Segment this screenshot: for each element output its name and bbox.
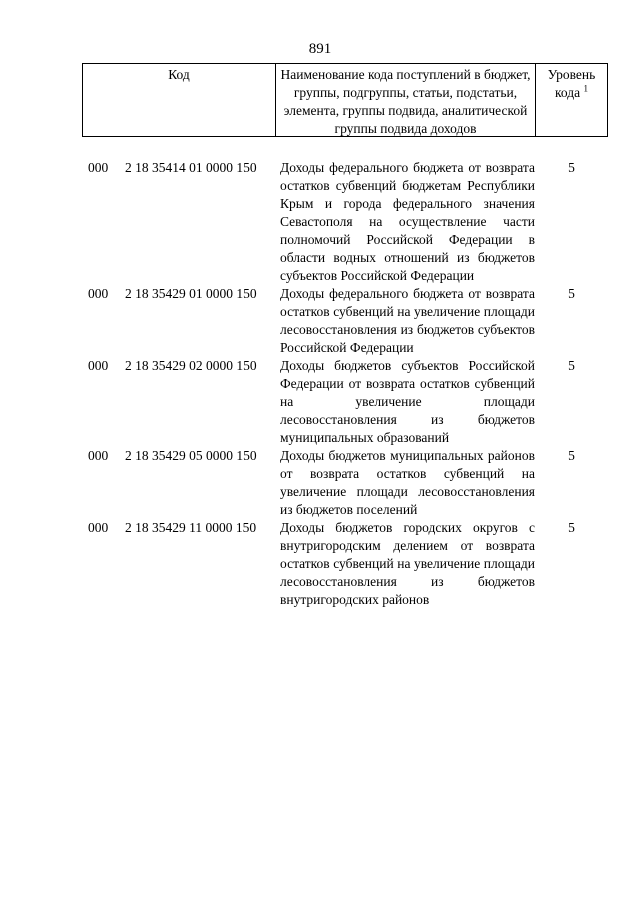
table-row [82, 447, 608, 519]
row-code: 2 18 35414 01 0000 150 [125, 160, 257, 175]
row-code: 2 18 35429 01 0000 150 [125, 286, 257, 301]
page-number: 891 [308, 41, 332, 57]
header-code: Код [83, 64, 276, 136]
table-row [82, 519, 608, 609]
row-level: 5 [568, 520, 575, 535]
row-level: 5 [568, 358, 575, 373]
row-admin-code: 000 [88, 358, 109, 373]
row-name: Доходы бюджетов субъектов Российской Федерации от возврата остатков субвенций на увеличение площади лесовосстановления из бюджетов муниципальных образований [280, 358, 535, 445]
row-level: 5 [568, 160, 575, 175]
table-row [82, 285, 608, 357]
table-body [82, 159, 608, 609]
row-code: 2 18 35429 05 0000 150 [125, 448, 257, 463]
row-name: Доходы федерального бюджета от возврата остатков субвенций на увеличение площади лесовосстановления из бюджетов субъектов Российской Федерации [280, 286, 535, 355]
row-code: 2 18 35429 11 0000 150 [125, 520, 257, 535]
header-level-footnote: 1 [583, 83, 588, 94]
row-code: 2 18 35429 02 0000 150 [125, 358, 257, 373]
header-level-label: Уровень кода [547, 67, 596, 100]
header-name: Наименование кода поступлений в бюджет, группы, подгруппы, статьи, подстатьи, элемента, группы подвида, аналитической группы подвида доходов [276, 64, 536, 136]
header-level [536, 64, 607, 136]
row-admin-code: 000 [88, 520, 109, 535]
table-header [82, 63, 608, 137]
row-name: Доходы бюджетов муниципальных районов от возврата остатков субвенций на увеличение площади лесовосстановления из бюджетов поселений [280, 448, 535, 517]
row-admin-code: 000 [88, 448, 109, 463]
row-level: 5 [568, 286, 575, 301]
table-row [82, 159, 608, 285]
table-row [82, 357, 608, 447]
row-name: Доходы федерального бюджета от возврата остатков субвенций бюджетам Республики Крым и города федерального значения Севастополя на осуществление части полномочий Российской Федерации в области водных отношений из бюджетов субъектов Российской Федерации [280, 160, 535, 283]
row-admin-code: 000 [88, 160, 109, 175]
row-admin-code: 000 [88, 286, 109, 301]
row-name: Доходы бюджетов городских округов с внутригородским делением от возврата остатков субвенций на увеличение площади лесовосстановления из бюджетов внутригородских районов [280, 520, 535, 607]
row-level: 5 [568, 448, 575, 463]
